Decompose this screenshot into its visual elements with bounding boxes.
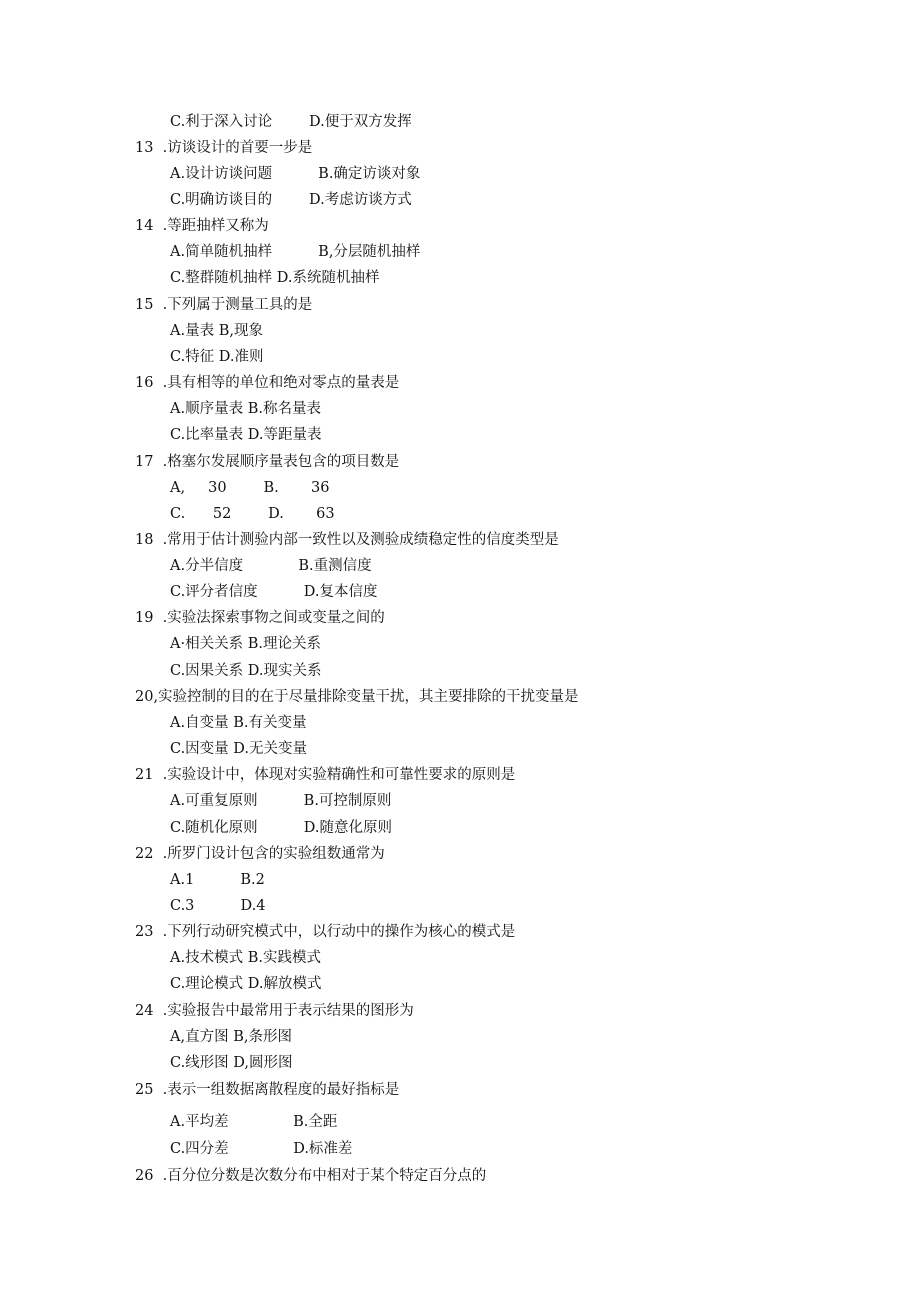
option-line: C.随机化原则 D.随意化原则 [170, 820, 392, 836]
option-line: C.利于深入讨论 D.便于双方发挥 [170, 114, 412, 130]
option-line: C.理论模式 D.解放模式 [170, 976, 322, 992]
question-line: 25 .表示一组数据离散程度的最好指标是 [135, 1082, 400, 1098]
option-line: A,直方图 B,条形图 [170, 1029, 292, 1045]
question-line: 21 .实验设计中，体现对实验精确性和可靠性要求的原则是 [135, 767, 516, 783]
question-line: 24 .实验报告中最常用于表示结果的图形为 [135, 1003, 414, 1019]
question-line: 17 .格塞尔发展顺序量表包含的项目数是 [135, 454, 400, 470]
option-line: A.顺序量表 B.称名量表 [170, 401, 321, 417]
option-line: C.整群随机抽样 D.系统随机抽样 [170, 270, 380, 286]
option-line: C.明确访谈目的 D.考虑访谈方式 [170, 192, 412, 208]
option-line: A.技术模式 B.实践模式 [170, 950, 321, 966]
option-line: C.评分者信度 D.复本信度 [170, 584, 378, 600]
option-line: C.因变量 D.无关变量 [170, 741, 308, 757]
question-line: 20,实验控制的目的在于尽量排除变量干扰，其主要排除的干扰变量是 [135, 689, 579, 705]
option-line: A.量表 B,现象 [170, 323, 263, 339]
question-line: 22 .所罗门设计包含的实验组数通常为 [135, 846, 385, 862]
option-line: A.简单随机抽样 B,分层随机抽样 [170, 244, 421, 260]
question-line: 13 .访谈设计的首要一步是 [135, 140, 313, 156]
question-line: 18 .常用于估计测验内部一致性以及测验成绩稳定性的信度类型是 [135, 532, 559, 548]
option-line: C.3 D.4 [170, 898, 266, 914]
option-line: A.可重复原则 B.可控制原则 [170, 793, 392, 809]
question-line: 14 .等距抽样又称为 [135, 218, 269, 234]
option-line: C.线形图 D,圆形图 [170, 1055, 293, 1071]
question-line: 16 .具有相等的单位和绝对零点的量表是 [135, 375, 400, 391]
option-line: C. 52 D. 63 [170, 506, 335, 522]
option-line: A.设计访谈问题 B.确定访谈对象 [170, 166, 421, 182]
option-line: C.特征 D.准则 [170, 349, 264, 365]
question-line: 15 .下列属于测量工具的是 [135, 297, 313, 313]
option-line: C.四分差 D.标准差 [170, 1141, 353, 1157]
option-line: A.分半信度 B.重测信度 [170, 558, 372, 574]
question-line: 23 .下列行动研究模式中，以行动中的操作为核心的模式是 [135, 924, 516, 940]
question-line: 19 .实验法探索事物之间或变量之间的 [135, 610, 385, 626]
option-line: A, 30 B. 36 [170, 480, 330, 496]
option-line: C.因果关系 D.现实关系 [170, 663, 322, 679]
question-line: 26 .百分位分数是次数分布中相对于某个特定百分点的 [135, 1168, 487, 1184]
option-line: A.自变量 B.有关变量 [170, 715, 307, 731]
option-line: A.平均差 B.全距 [170, 1114, 338, 1130]
option-line: C.比率量表 D.等距量表 [170, 427, 322, 443]
option-line: A·相关关系 B.理论关系 [170, 636, 321, 652]
option-line: A.1 B.2 [170, 872, 265, 888]
